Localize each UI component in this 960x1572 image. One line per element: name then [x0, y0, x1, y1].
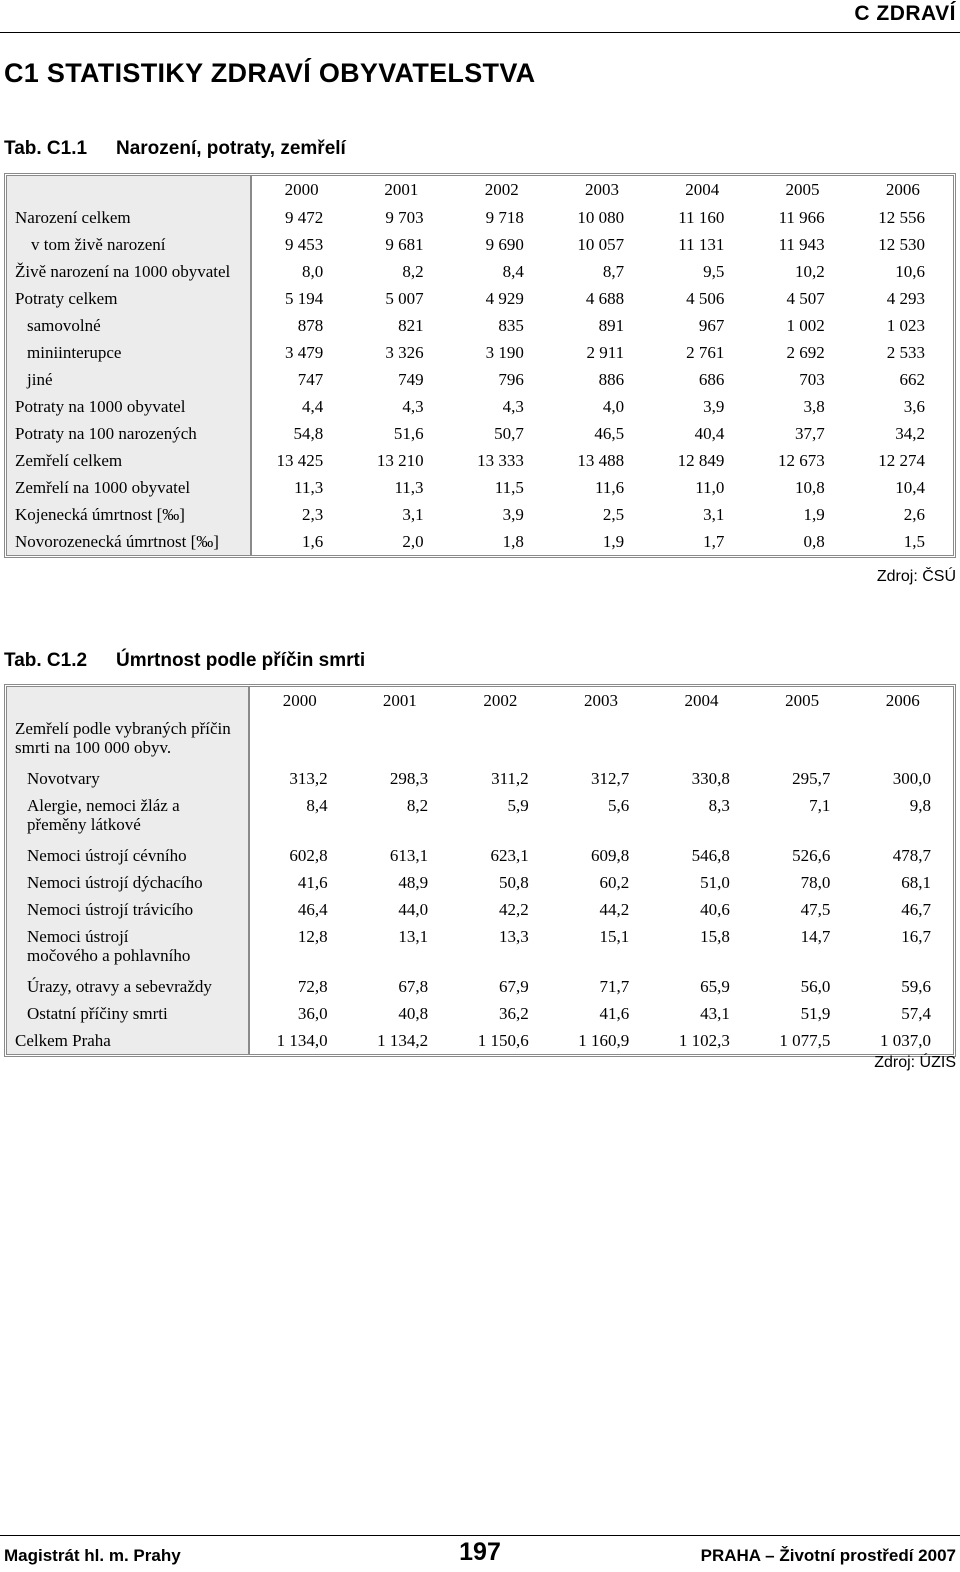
- table-cell: 13,1: [398, 927, 429, 946]
- table-cell: 967: [698, 316, 725, 335]
- table-cell: 3 190: [485, 343, 524, 362]
- table-cell: 60,2: [599, 873, 630, 892]
- table-cell: 41,6: [297, 873, 328, 892]
- row-label-text: Nemoci ústrojí dýchacího: [27, 873, 203, 892]
- table-cell: 1 134,0: [276, 1031, 328, 1050]
- table-cell: 3,1: [402, 505, 424, 524]
- table-cell: 46,7: [901, 900, 931, 919]
- table-cell: 56,0: [800, 977, 831, 996]
- table-cell: 8,2: [406, 796, 429, 815]
- table-cell: 662: [899, 370, 925, 389]
- table2-year: 2006: [885, 691, 920, 710]
- table-cell: 703: [799, 370, 825, 389]
- table-cell: 9 453: [285, 235, 324, 254]
- table2-row: [7, 1027, 953, 1054]
- table-cell: 4 507: [786, 289, 825, 308]
- table-cell: 36,0: [297, 1004, 328, 1023]
- table-cell: 747: [297, 370, 324, 389]
- row-label-text: Nemoci ústrojí cévního: [27, 846, 187, 865]
- table2-corner: [7, 687, 249, 715]
- table1-row: [7, 447, 953, 474]
- table-cell: 50,7: [494, 424, 524, 443]
- table2: [4, 684, 956, 1057]
- table-cell: 298,3: [389, 769, 429, 788]
- table-cell: 10,4: [895, 478, 925, 497]
- table-cell: 3,1: [703, 505, 725, 524]
- table-cell: 2 692: [786, 343, 825, 362]
- table-cell: 51,0: [700, 873, 730, 892]
- table-cell: 609,8: [591, 846, 630, 865]
- table1-year: 2001: [384, 180, 419, 199]
- table2-row: [7, 869, 953, 896]
- table-cell: 50,8: [498, 873, 529, 892]
- table2-subheader-text: Zemřelí podle vybraných příčin smrti na 100 000 obyv.: [15, 719, 231, 757]
- table2-year: 2000: [282, 691, 317, 710]
- table2-year: 2001: [382, 691, 417, 710]
- table-cell: 821: [398, 316, 424, 335]
- table2-subheader: [7, 715, 249, 765]
- empty-cell: [651, 715, 752, 765]
- table-cell: 3,9: [502, 505, 524, 524]
- table-cell: 2 761: [686, 343, 725, 362]
- table-cell: 891: [598, 316, 625, 335]
- table1-year: 2003: [584, 180, 619, 199]
- table-cell: 44,0: [398, 900, 429, 919]
- table-cell: 10,8: [794, 478, 825, 497]
- table-cell: 1 002: [786, 316, 825, 335]
- table-cell: 40,4: [694, 424, 725, 443]
- table-cell: 1 134,2: [377, 1031, 429, 1050]
- table-cell: 4 929: [485, 289, 524, 308]
- header-rule: [0, 32, 960, 33]
- row-label: jiné: [7, 366, 251, 393]
- table-cell: 11,6: [595, 478, 625, 497]
- table-cell: 15,8: [700, 927, 730, 946]
- table1-number: Tab. C1.1: [4, 138, 88, 159]
- table-cell: 3 326: [385, 343, 424, 362]
- table-cell: 42,2: [498, 900, 529, 919]
- row-label-text: Celkem Praha: [15, 1031, 111, 1050]
- row-label: [7, 923, 249, 973]
- table2-title: Úmrtnost podle příčin smrti: [116, 650, 366, 671]
- row-label: [7, 973, 249, 1000]
- row-label: [7, 1000, 249, 1027]
- row-label: [7, 842, 249, 869]
- table-cell: 5,6: [608, 796, 630, 815]
- table-cell: 7,1: [809, 796, 831, 815]
- row-label: Potraty na 1000 obyvatel: [7, 393, 251, 420]
- table1-row: [7, 204, 953, 231]
- row-label-text: Nemoci ústrojí močového a pohlavního: [27, 927, 191, 965]
- empty-cell: [752, 715, 853, 765]
- table1-row: [7, 474, 953, 501]
- row-label: [7, 765, 249, 792]
- table-cell: 10 080: [577, 208, 625, 227]
- table-cell: 67,9: [498, 977, 529, 996]
- table-cell: 9,8: [909, 796, 931, 815]
- table2-row: [7, 765, 953, 792]
- table1-corner: [7, 176, 251, 204]
- table-cell: 13 488: [577, 451, 625, 470]
- table-cell: 11 131: [678, 235, 725, 254]
- table-cell: 0,8: [803, 532, 825, 551]
- row-label-text: Nemoci ústrojí trávicího: [27, 900, 194, 919]
- table-cell: 46,5: [594, 424, 625, 443]
- empty-cell: [249, 715, 350, 765]
- table-cell: 1,5: [903, 532, 925, 551]
- row-label: Živě narození na 1000 obyvatel: [7, 258, 251, 285]
- footer-publication: PRAHA – Životní prostředí 2007: [700, 1546, 956, 1565]
- table-cell: 12 673: [777, 451, 825, 470]
- table-cell: 602,8: [289, 846, 328, 865]
- table-cell: 9 681: [385, 235, 424, 254]
- table-cell: 8,7: [602, 262, 625, 281]
- table2-number: Tab. C1.2: [4, 650, 88, 671]
- row-label: samovolné: [7, 312, 251, 339]
- table-cell: 8,4: [502, 262, 524, 281]
- row-label: Zemřelí celkem: [7, 447, 251, 474]
- table1-source: Zdroj: ČSÚ: [876, 568, 956, 585]
- table1-row: [7, 420, 953, 447]
- table-cell: 67,8: [398, 977, 429, 996]
- table-cell: 72,8: [297, 977, 328, 996]
- table-cell: 2,6: [903, 505, 925, 524]
- row-label: Potraty na 100 narozených: [7, 420, 251, 447]
- table1-caption: [4, 138, 346, 160]
- table-cell: 37,7: [794, 424, 825, 443]
- table-cell: 8,4: [306, 796, 328, 815]
- table-cell: 3,8: [803, 397, 825, 416]
- table-cell: 686: [698, 370, 725, 389]
- row-label-text: Alergie, nemoci žláz a přeměny látkové: [27, 796, 180, 834]
- table-cell: 546,8: [691, 846, 730, 865]
- table-cell: 4 688: [585, 289, 625, 308]
- table-cell: 5 194: [285, 289, 324, 308]
- table-cell: 3,6: [903, 397, 925, 416]
- table-cell: 9 472: [285, 208, 324, 227]
- table-cell: 68,1: [901, 873, 931, 892]
- table-cell: 8,0: [302, 262, 324, 281]
- table1-row: [7, 393, 953, 420]
- table-cell: 10,2: [794, 262, 825, 281]
- table2-row: [7, 1000, 953, 1027]
- table-cell: 9,5: [703, 262, 725, 281]
- table-cell: 526,6: [792, 846, 831, 865]
- table-cell: 11,5: [494, 478, 524, 497]
- table-cell: 2,5: [602, 505, 625, 524]
- table2-year: 2003: [583, 691, 618, 710]
- table-cell: 2,3: [302, 505, 324, 524]
- table-cell: 8,3: [708, 796, 730, 815]
- table-cell: 4 293: [886, 289, 925, 308]
- table-cell: 10,6: [895, 262, 925, 281]
- table1: [4, 173, 956, 558]
- table1-row: [7, 285, 953, 312]
- table-cell: 12,8: [297, 927, 328, 946]
- row-label: Zemřelí na 1000 obyvatel: [7, 474, 251, 501]
- table-cell: 40,8: [398, 1004, 429, 1023]
- empty-cell: [551, 715, 652, 765]
- table-cell: 613,1: [389, 846, 429, 865]
- table-cell: 44,2: [599, 900, 630, 919]
- table-cell: 14,7: [800, 927, 831, 946]
- table1-row: [7, 258, 953, 285]
- table-cell: 46,4: [297, 900, 328, 919]
- table1-row: [7, 339, 953, 366]
- table1-year: 2004: [685, 180, 720, 199]
- table1-year: 2006: [885, 180, 920, 199]
- empty-cell: [450, 715, 551, 765]
- table-cell: 36,2: [498, 1004, 529, 1023]
- table-cell: 71,7: [599, 977, 630, 996]
- table-cell: 1 160,9: [578, 1031, 630, 1050]
- table-cell: 54,8: [293, 424, 324, 443]
- footer-publisher: Magistrát hl. m. Prahy: [4, 1546, 181, 1565]
- table-cell: 13 333: [477, 451, 524, 470]
- table1-title: Narození, potraty, zemřelí: [116, 138, 346, 159]
- table-cell: 5 007: [385, 289, 424, 308]
- table1-row: [7, 312, 953, 339]
- table2-year: 2004: [684, 691, 719, 710]
- row-label: Narození celkem: [7, 204, 251, 231]
- table-cell: 11,0: [695, 478, 725, 497]
- table-cell: 1,8: [502, 532, 524, 551]
- table-cell: 749: [398, 370, 424, 389]
- table-cell: 10 057: [577, 235, 625, 254]
- row-label: Potraty celkem: [7, 285, 251, 312]
- table2-row: [7, 923, 953, 973]
- row-label: v tom živě narození: [7, 231, 251, 258]
- table-cell: 47,5: [800, 900, 831, 919]
- row-label: Novorozenecká úmrtnost [‰]: [7, 528, 251, 555]
- row-label: Kojenecká úmrtnost [‰]: [7, 501, 251, 528]
- table-cell: 41,6: [599, 1004, 630, 1023]
- table2-row: [7, 973, 953, 1000]
- table-cell: 300,0: [892, 769, 931, 788]
- table-cell: 3,9: [703, 397, 725, 416]
- table-cell: 15,1: [599, 927, 630, 946]
- table2-source: Zdroj: ÚZIS: [874, 1054, 956, 1071]
- table-cell: 11 160: [678, 208, 725, 227]
- table-cell: 5,9: [507, 796, 529, 815]
- table-cell: 12 849: [677, 451, 725, 470]
- table-cell: 312,7: [591, 769, 630, 788]
- table-cell: 1,7: [703, 532, 725, 551]
- table-cell: 313,2: [289, 769, 328, 788]
- table-cell: 1 102,3: [678, 1031, 730, 1050]
- table1-row: [7, 231, 953, 258]
- table-cell: 1 077,5: [779, 1031, 831, 1050]
- table-cell: 311,2: [491, 769, 529, 788]
- table1-row: [7, 528, 953, 555]
- table-cell: 1,9: [803, 505, 825, 524]
- table-cell: 4,3: [402, 397, 424, 416]
- table-cell: 9 690: [485, 235, 524, 254]
- table-cell: 78,0: [800, 873, 831, 892]
- footer-rule: [0, 1535, 960, 1536]
- row-label: [7, 792, 249, 842]
- table-cell: 1 023: [886, 316, 925, 335]
- table-cell: 295,7: [792, 769, 831, 788]
- empty-cell: [852, 715, 953, 765]
- row-label-text: Novotvary: [27, 769, 100, 788]
- table-cell: 3 479: [285, 343, 324, 362]
- table-cell: 4,4: [302, 397, 324, 416]
- table-cell: 65,9: [700, 977, 730, 996]
- table2-body: [7, 687, 953, 1054]
- page-title: C1 STATISTIKY ZDRAVÍ OBYVATELSTVA: [4, 58, 536, 88]
- table1-year: 2000: [284, 180, 319, 199]
- table-cell: 1,9: [602, 532, 625, 551]
- empty-cell: [350, 715, 451, 765]
- table-cell: 2,0: [402, 532, 424, 551]
- page-number: 197: [459, 1538, 501, 1566]
- table-cell: 4,0: [602, 397, 625, 416]
- table-cell: 478,7: [892, 846, 931, 865]
- table-cell: 13 425: [276, 451, 324, 470]
- row-label: [7, 896, 249, 923]
- table-cell: 16,7: [901, 927, 931, 946]
- table-cell: 43,1: [700, 1004, 730, 1023]
- table-cell: 4,3: [502, 397, 524, 416]
- table-cell: 11 966: [778, 208, 825, 227]
- row-label: [7, 1027, 249, 1054]
- table1-header-row: [7, 176, 953, 204]
- table-cell: 8,2: [402, 262, 424, 281]
- table2-row: [7, 842, 953, 869]
- table1-year: 2002: [484, 180, 519, 199]
- table-cell: 9 703: [385, 208, 424, 227]
- table-cell: 51,9: [800, 1004, 831, 1023]
- table-cell: 796: [498, 370, 524, 389]
- table2-subheader-row: [7, 715, 953, 765]
- table-cell: 11,3: [394, 478, 424, 497]
- table-cell: 12 530: [878, 235, 925, 254]
- table-cell: 40,6: [700, 900, 730, 919]
- row-label: miniinterupce: [7, 339, 251, 366]
- table-cell: 11 943: [778, 235, 825, 254]
- table2-row: [7, 896, 953, 923]
- table-cell: 2 911: [586, 343, 625, 362]
- table-cell: 13 210: [376, 451, 424, 470]
- table-cell: 9 718: [485, 208, 524, 227]
- table1-year: 2005: [785, 180, 820, 199]
- table-cell: 2 533: [886, 343, 925, 362]
- table-cell: 4 506: [686, 289, 725, 308]
- table-cell: 886: [598, 370, 625, 389]
- table2-year: 2005: [785, 691, 820, 710]
- table2-row: [7, 792, 953, 842]
- table-cell: 11,3: [294, 478, 324, 497]
- table-cell: 59,6: [901, 977, 931, 996]
- table-cell: 51,6: [393, 424, 424, 443]
- table-cell: 330,8: [691, 769, 730, 788]
- table-cell: 623,1: [490, 846, 529, 865]
- table2-caption: [4, 650, 365, 672]
- section-header: C ZDRAVÍ: [854, 2, 956, 25]
- table-cell: 13,3: [498, 927, 529, 946]
- row-label-text: Ostatní příčiny smrti: [27, 1004, 168, 1023]
- table-cell: 1,6: [302, 532, 324, 551]
- table-cell: 34,2: [895, 424, 925, 443]
- table1-body: [7, 176, 953, 555]
- row-label-text: Úrazy, otravy a sebevraždy: [27, 977, 212, 996]
- table-cell: 878: [297, 316, 324, 335]
- table2-year: 2002: [483, 691, 518, 710]
- table-cell: 1 150,6: [477, 1031, 529, 1050]
- table2-header-row: [7, 687, 953, 715]
- table-cell: 12 274: [878, 451, 925, 470]
- table-cell: 57,4: [901, 1004, 931, 1023]
- table1-row: [7, 501, 953, 528]
- table-cell: 12 556: [878, 208, 925, 227]
- row-label: [7, 869, 249, 896]
- table1-row: [7, 366, 953, 393]
- table-cell: 48,9: [398, 873, 429, 892]
- table-cell: 835: [498, 316, 524, 335]
- table-cell: 1 037,0: [880, 1031, 931, 1050]
